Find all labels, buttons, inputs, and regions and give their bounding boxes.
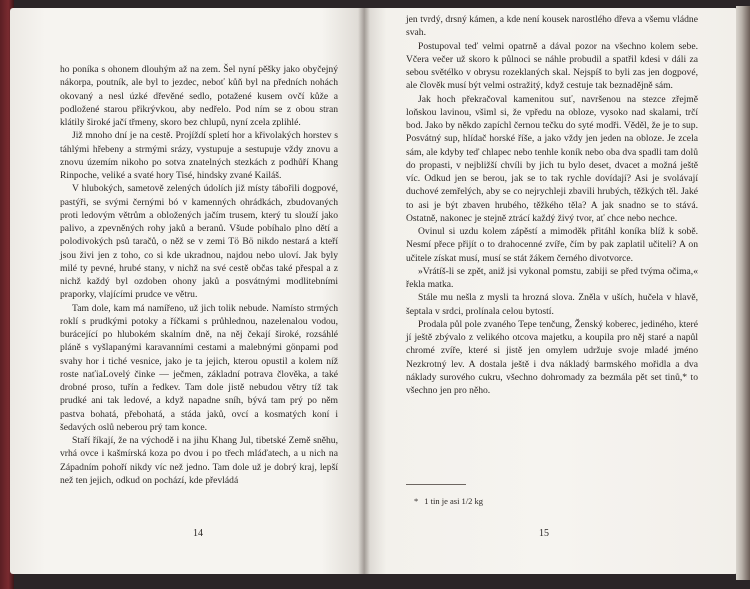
- footnote-divider: [406, 484, 466, 485]
- paragraph: Postupoval teď velmi opatrně a dával pozor na všechno kolem sebe. Včera večer už skoro k půlnoci se náhle probudil a spatřil kdesi v dáli za sebou světélko v obrysu rozeklaných skal. Nejspíš to byli zas jen dogpové, ale člověk musí být velmi ostražitý, když cestuje tak beznadějně sám.: [406, 40, 698, 92]
- paragraph: ho poníka s ohonem dlouhým až na zem. Šel nyní pěšky jako obyčejný nákorpa, poutník, ale byl to jezdec, neboť kůň byl na předních nohách okovaný a nesl úzké dřevěné sedlo, potažené kusem ovčí kůže a podložené starou přikrývkou, aby nedřelo. Pod ním se z obou stran klátily široké jačí třmeny, skoro bez chlupů, nyní zcela zplihlé.: [60, 64, 338, 128]
- paragraph: Jak hoch překračoval kamenitou suť, navršenou na stezce zřejmě loňskou lavinou, všiml si, že vpředu na obloze, vysoko nad skalami, trčí bod. Jako by někdo zapíchl černou tečku do syté modři. Věděl, že je to sup. Posvátný sup, hlídač horské říše, a jako vždy jen jeden na obloze. Je zcela sám, ale kdyby teď chlapec nebo tenhle koník nebo oba dva spadli tam dolů do propasti, v nejbližší chvíli by jich tu bylo deset, dvacet a možná ještě víc. Odkud jen se berou, jak se to tak rychle dovídají? Asi je svolávají duchové zemřelých, aby se co nejrychleji zbavili hrubých, těžkých těl. Jaké to asi je být zbaven hrubého, těžkého těla? A jak snadno se to stává. Ostatně, nakonec je stejně ztrácí každý živý tvor, ať chce nebo nechce.: [406, 93, 698, 224]
- paragraph: Prodala půl pole zvaného Tepe tenčung, Ženský koberec, jediného, které jí ještě zbývalo z velikého otcova majetku, a koupila pro něj staré a napůl chromé zvíře, které si jistě jen omylem udržuje svoje mladé jméno Nezkrotný lev. A dostala ještě i dva nákladý barmského mořidla a dva náklady surového cukru, všechno dohromady za bezmála pět set tinů,* to všechno jen pro něho.: [406, 318, 698, 396]
- left-page: [10, 8, 364, 574]
- footnote-text: 1 tin je asi 1/2 kg: [424, 496, 484, 506]
- footnote: [414, 496, 694, 506]
- paragraph: Ovinul si uzdu kolem zápěstí a mimoděk přitáhl koníka blíž k sobě. Nesmí přece přijít o to drahocenné zvíře, čím by pak zaplatil učiteli? A on učitele získat musí, musí se stát žákem černého divotvorce.: [406, 226, 698, 264]
- page-number-right: 15: [539, 528, 549, 539]
- page-number-left: 14: [193, 528, 203, 539]
- paragraph: Staří říkají, že na východě i na jihu Khang Jul, tibetské Země sněhu, vrhá ovce i kašmírská koza po dvou i po třech mláďatech, a u nich na Západním pohoří nikdy víc než jedno. Tam dole už je dobrý kraj, lepší než ten jejich, odkud on pochází, kde převládá: [60, 435, 338, 486]
- paragraph: jen tvrdý, drsný kámen, a kde není kousek narostlého dřeva a všemu vládne svah.: [406, 14, 698, 39]
- footnote-marker: *: [414, 496, 419, 506]
- page-stack-edge-right: [736, 6, 750, 580]
- right-page: [364, 8, 738, 574]
- paragraph: Již mnoho dní je na cestě. Projíždí spletí hor a křivolakých horstev s táhlými hřebeny a strmými srázy, vystupuje a sestupuje vždy znovu a znovu územím nikoho po sotva znatelných stezkách z podhůří Khang Rinpoche, veliké a svaté hory Tisé, hindsky zvané Kailáš.: [60, 130, 338, 181]
- paragraph: V hlubokých, sametově zelených údolích již místy tábořili dogpové, pastýři, se svými černými bó v kamenných ohrádkách, zbudovaných proti ledovým větrům a obložených jačím trusem, který tu slouží jako palivo, a zpevněných rohy jaků a beranů. Všude pobíhalo plno dětí a polodivokých psů taračů, o něž se v zemi Tö Bö nikdo nestará a kteří jsou živi jen z toho, co si kde ukradnou, najdou nebo uloví. Jak byly milé ty pevné, hrubé stany, v nichž na své cestě občas také přespal a z nichž každý byl ozdoben ohony jaků a posvátnými modlitebními praporky, vlajícími prudce ve větru.: [60, 183, 338, 301]
- left-page-text: [60, 63, 338, 487]
- book-gutter: [358, 8, 370, 574]
- right-page-text: [406, 13, 698, 397]
- paragraph: Stále mu nešla z mysli ta hrozná slova. Zněla v uších, hučela v hlavě, šeptala v srdci, prolínala celou bytostí.: [406, 292, 698, 317]
- paragraph: Tam dole, kam má namířeno, už jich tolik nebude. Namísto strmých roklí s prudkými potoky a říčkami s průhlednou, nazelenalou vodou, burácející po hlubokém skalním dně, na něj čekají široké, rozsáhlé pláně s vyšlapanými karavanními cestami a malebnými gönpami pod svahy hor i tiché vesnice, jako je ta jejich, kterou opustil a kolem níž roste naťiaLovelý činke — ječmen, základní potrava člověka, a také drobné proso, tuřín a ředkev. Tam dole jistě nebudou větry tíž tak prudké ani tak ledové, a když napadne sníh, bývá tam prý po něm pastva bohatá, přebohatá, a stáda jaků, ovcí a kosmatých koní i šedavých oslů neberou prý tam konce.: [60, 302, 338, 433]
- paragraph: »Vrátíš-li se zpět, aniž jsi vykonal pomstu, zabiji se před tvýma očima,« řekla matka.: [406, 265, 698, 290]
